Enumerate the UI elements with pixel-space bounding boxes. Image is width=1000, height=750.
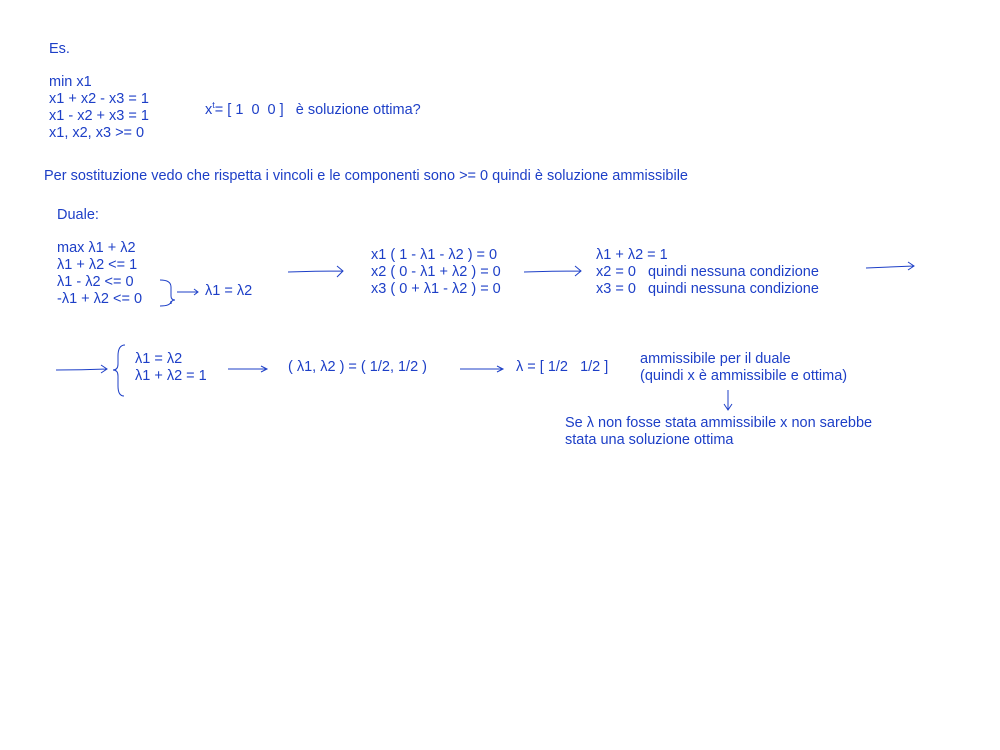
curly-brace — [160, 280, 175, 306]
arrow-down-icon — [724, 390, 732, 410]
system-line: λ1 = λ2 — [135, 351, 183, 367]
system-line: λ1 + λ2 = 1 — [135, 368, 207, 384]
dual-constraint: λ1 - λ2 <= 0 — [57, 274, 134, 290]
dual-solution-vector: λ = [ 1/2 1/2 ] — [516, 359, 609, 375]
exercise-label: Es. — [49, 41, 70, 57]
dual-objective: max λ1 + λ2 — [57, 240, 136, 256]
objective-line: min x1 — [49, 74, 92, 90]
dual-title: Duale: — [57, 207, 99, 223]
constraint-line: x1 + x2 - x3 = 1 — [49, 91, 149, 107]
conclusion-line: ammissibile per il duale — [640, 351, 791, 367]
dual-constraint: -λ1 + λ2 <= 0 — [57, 291, 143, 307]
constraint-line: x1, x2, x3 >= 0 — [49, 125, 145, 141]
dual-constraint: λ1 + λ2 <= 1 — [57, 257, 138, 273]
arrow-right-icon — [177, 289, 198, 295]
constraint-line: x1 - x2 + x3 = 1 — [49, 108, 149, 124]
complementary-line: x2 ( 0 - λ1 + λ2 ) = 0 — [371, 264, 501, 280]
condition-line: x3 = 0 quindi nessuna condizione — [596, 281, 819, 297]
arrow-right-icon — [56, 365, 107, 373]
final-note-line: Se λ non fosse stata ammissibile x non sarebbe — [565, 415, 873, 431]
arrow-right-icon — [524, 266, 581, 276]
feasibility-note: Per sostituzione vedo che rispetta i vincoli e le componenti sono >= 0 quindi è soluzione ammissibile — [44, 168, 688, 184]
conclusion-line: (quindi x è ammissibile e ottima) — [640, 368, 848, 384]
condition-line: x2 = 0 quindi nessuna condizione — [596, 264, 819, 280]
condition-line: λ1 + λ2 = 1 — [596, 247, 668, 263]
dual-solution-pair: ( λ1, λ2 ) = ( 1/2, 1/2 ) — [288, 359, 428, 375]
complementary-line: x1 ( 1 - λ1 - λ2 ) = 0 — [371, 247, 498, 263]
final-note-line: stata una soluzione ottima — [565, 432, 734, 448]
complementary-line: x3 ( 0 + λ1 - λ2 ) = 0 — [371, 281, 501, 297]
arrow-right-icon — [866, 262, 914, 270]
brace-result: λ1 = λ2 — [205, 283, 253, 299]
arrow-right-icon — [228, 366, 267, 372]
arrow-right-icon — [288, 266, 343, 277]
curly-brace — [113, 345, 125, 396]
optimality-question: $x^t=$ [ 1 0 0 ] è soluzione ottima? — [205, 100, 421, 118]
arrow-right-icon — [460, 366, 503, 372]
